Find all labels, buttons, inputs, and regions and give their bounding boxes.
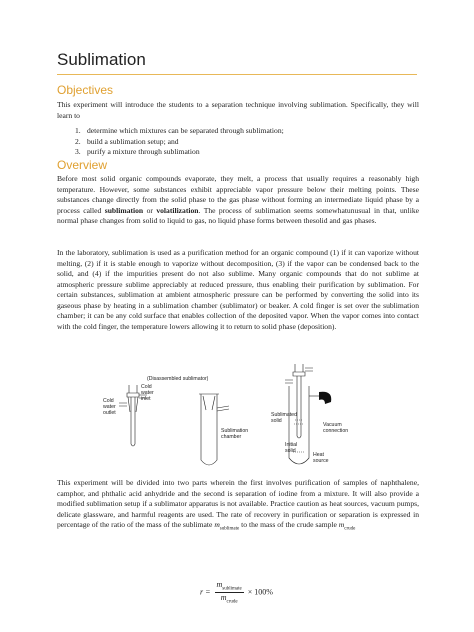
page-title: Sublimation [57, 50, 146, 69]
list-item: 3. purify a mixture through sublimation [75, 147, 200, 156]
label-sublimated-solid: Sublimated [271, 412, 297, 418]
objectives-heading: Objectives [57, 83, 114, 97]
term-sublimation: sublimation [104, 205, 144, 215]
svg-text:connection: connection [323, 428, 349, 434]
overview-heading: Overview [57, 158, 108, 172]
objectives-list [75, 126, 284, 158]
list-item: 2. build a sublimation setup; and [75, 136, 179, 146]
svg-text:solid: solid [271, 418, 282, 424]
svg-text:solid: solid [285, 448, 296, 454]
list-item: 1. determine which mixtures can be separated through sublimation; [75, 126, 284, 135]
label-cold-water-outlet: Cold [103, 398, 114, 404]
svg-text:water: water [103, 404, 116, 410]
title-rule [57, 74, 417, 75]
svg-text:inlet: inlet [141, 396, 151, 402]
overview-paragraph-1: Before most solid organic compounds evaporate, they melt, a process that usually requires a reasonably high temperature. However, some substances exhibit appreciable vapor pressure below their melting points. These substances change directly from the solid phase to the gas phase without forming an intermediate liquid phase by a process called sublimation or volatilization. The process of sublimation seems somewhatunusual in that, unlike normal phase changes from solid to liquid to gas, no liquid phase forms between thesolid and gas phases. [57, 174, 419, 225]
term-volatilization: volatilization [156, 205, 199, 215]
overview-paragraph-2: In the laboratory, sublimation is used as a purification method for an organic compound (1) if it can vaporize without melting, (2) if it is stable enough to vaporize without decomposition, (3) if the vapor can be condensed back to the solid, and (4) if the impurities present do not also sublime. Many organic compounds that do not sublime at atmospheric pressure sublime appreciably at reduced pressure, thus enabling their purification by sublimation. For certain substances, sublimation at ambient atmospheric pressure can be performed by converting the solid into its gaseous phase by heating in a sublimation chamber (sublimator) or beaker. A cold finger is set over the sublimation chamber; it can be any cold surface that enables collection of the deposited vapor. When the vapor comes into contact with the cold finger, the temperature lowers allowing it to return to solid phase (deposition). [57, 248, 419, 331]
label-vacuum-connection: Vacuum [323, 422, 342, 428]
label-initial-solid: Initial [285, 442, 298, 448]
overview-paragraph-3: This experiment will be divided into two parts wherein the first involves purification of samples of naphthalene, camphor, and phthalic acid anhydride and the second is separation of iodine from a mixture. It will also provide a modified sublimation setup if a sublimator apparatus is not available. Practice caution as heat sources, vacuum pumps, delicate glassware, and harmful reagents are used. The rate of recovery in purification or separation is expressed in percentage of the ratio of the mass of the sublimate $m_{sublimate}$ to the mass of the crude sample $m_{crude}$ [57, 478, 419, 532]
label-cold-water-inlet: Cold [141, 384, 152, 390]
label-heat-source: Heat [313, 452, 324, 458]
svg-text:water: water [141, 390, 154, 396]
vacuum-tubing [319, 392, 331, 404]
svg-text:chamber: chamber [221, 434, 242, 440]
svg-text:outlet: outlet [103, 410, 116, 416]
disassembled-label: (Disassembled sublimator) [147, 376, 209, 382]
label-sublimation-chamber: Sublimation [221, 428, 249, 434]
objectives-intro: This experiment will introduce the students to a separation technique involving sublimation. Specifically, they will learn to [57, 100, 419, 120]
svg-text:source: source [313, 458, 329, 464]
recovery-formula: r = $m_{sublimate}$ $m_{crude}$ × 100% [200, 580, 273, 605]
sublimator-figure [57, 358, 419, 468]
